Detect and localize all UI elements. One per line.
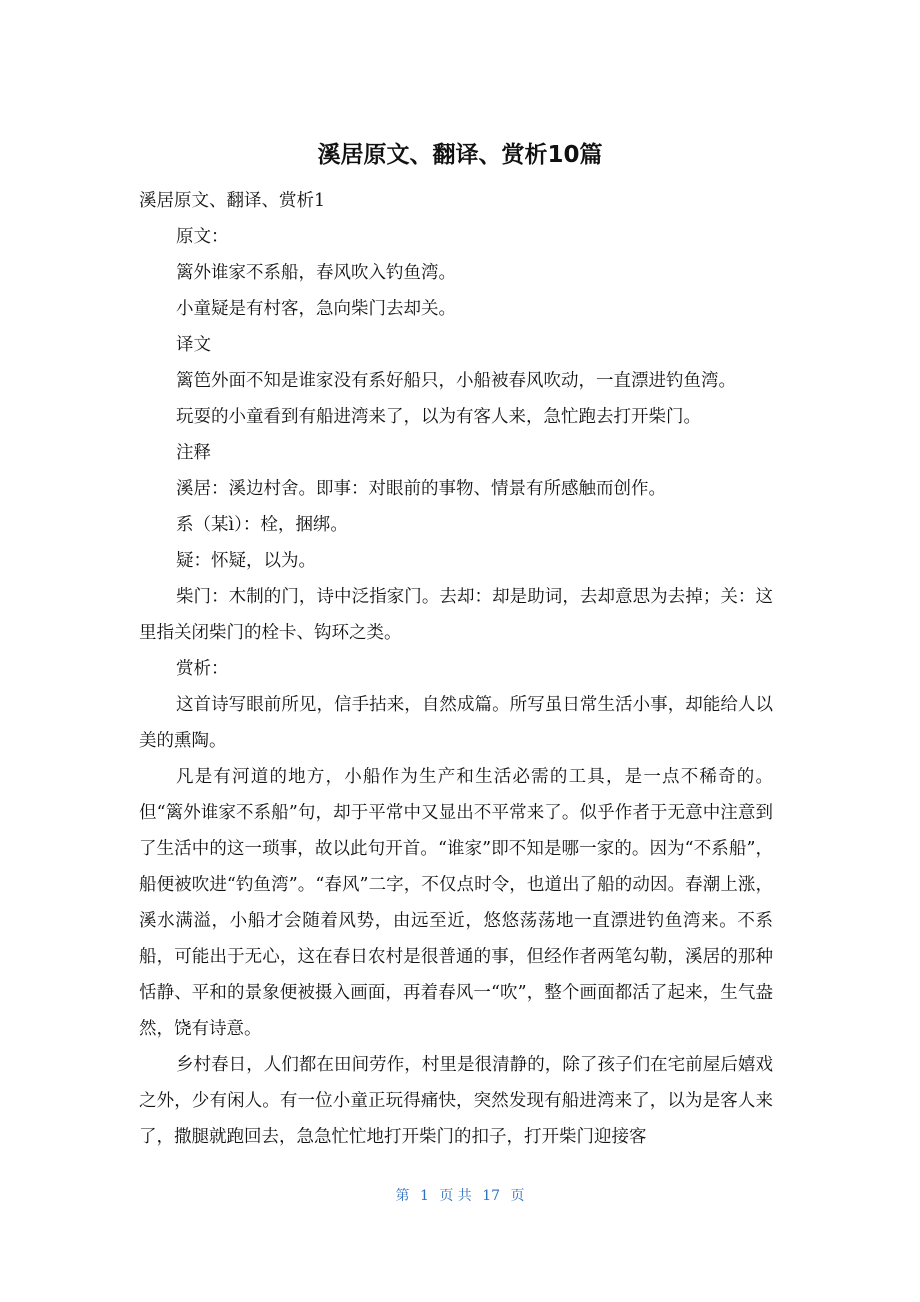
document-title: 溪居原文、翻译、赏析10篇 — [317, 142, 603, 168]
appreciation-paragraph: 这首诗写眼前所见，信手拈来，自然成篇。所写虽日常生活小事，却能给人以美的熏陶。 — [139, 695, 773, 751]
appreciation-paragraph: 凡是有河道的地方，小船作为生产和生活必需的工具，是一点不稀奇的。但“篱外谁家不系船”句，却于平常中又显出不平常来了。似乎作者于无意中注意到了生活中的这一琐事，故以此句开首。“谁家”即不知是哪一家的。因为“不系船”，船便被吹进“钓鱼湾”。“春风”二字，不仅点时令，也道出了船的动因。春潮上涨，溪水满溢，小船才会随着风势，由远至近，悠悠荡荡地一直漂进钓鱼湾来。不系船，可能出于无心，这在春日农村是很普通的事，但经作者两笔勾勒，溪居的那种恬静、平和的景象便被摄入画面，再着春风一“吹”，整个画面都活了起来，生气盎然，饶有诗意。 — [139, 767, 773, 1039]
label-appreciation: 赏析： — [176, 659, 229, 679]
label-translation: 译文 — [176, 335, 211, 355]
footer-suffix: 页 — [510, 1188, 525, 1204]
footer-total-pages: 17 — [482, 1188, 501, 1204]
footer-page-number: 1 — [419, 1188, 429, 1204]
poem-line-1: 篱外谁家不系船，春风吹入钓鱼湾。 — [176, 263, 456, 283]
note-item: 溪居：溪边村舍。即事：对眼前的事物、情景有所感触而创作。 — [176, 479, 666, 499]
note-item: 柴门：木制的门，诗中泛指家门。去却：却是助词，去却意思为去掉；关：这里指关闭柴门的栓卡、钩环之类。 — [139, 587, 773, 643]
label-original-text: 原文： — [176, 227, 229, 247]
document-body — [139, 183, 773, 1155]
poem-line-2: 小童疑是有村客，急向柴门去却关。 — [176, 299, 456, 319]
label-notes: 注释 — [176, 443, 211, 463]
footer-prefix: 第 — [395, 1188, 410, 1204]
appreciation-paragraph: 乡村春日，人们都在田间劳作，村里是很清静的，除了孩子们在宅前屋后嬉戏之外，少有闲人。有一位小童正玩得痛快，突然发现有船进湾来了，以为是客人来了，撒腿就跑回去，急急忙忙地打开柴门的扣子，打开柴门迎接客 — [139, 1055, 773, 1147]
page-footer — [0, 1186, 920, 1206]
note-item: 疑：怀疑，以为。 — [176, 551, 316, 571]
footer-middle: 页 共 — [439, 1188, 472, 1204]
translation-line-1: 篱笆外面不知是谁家没有系好船只，小船被春风吹动，一直漂进钓鱼湾。 — [176, 371, 736, 391]
translation-line-2: 玩耍的小童看到有船进湾来了，以为有客人来，急忙跑去打开柴门。 — [176, 407, 701, 427]
note-item: 系（某ì）：栓，捆绑。 — [176, 515, 348, 535]
section-heading: 溪居原文、翻译、赏析1 — [139, 191, 326, 211]
